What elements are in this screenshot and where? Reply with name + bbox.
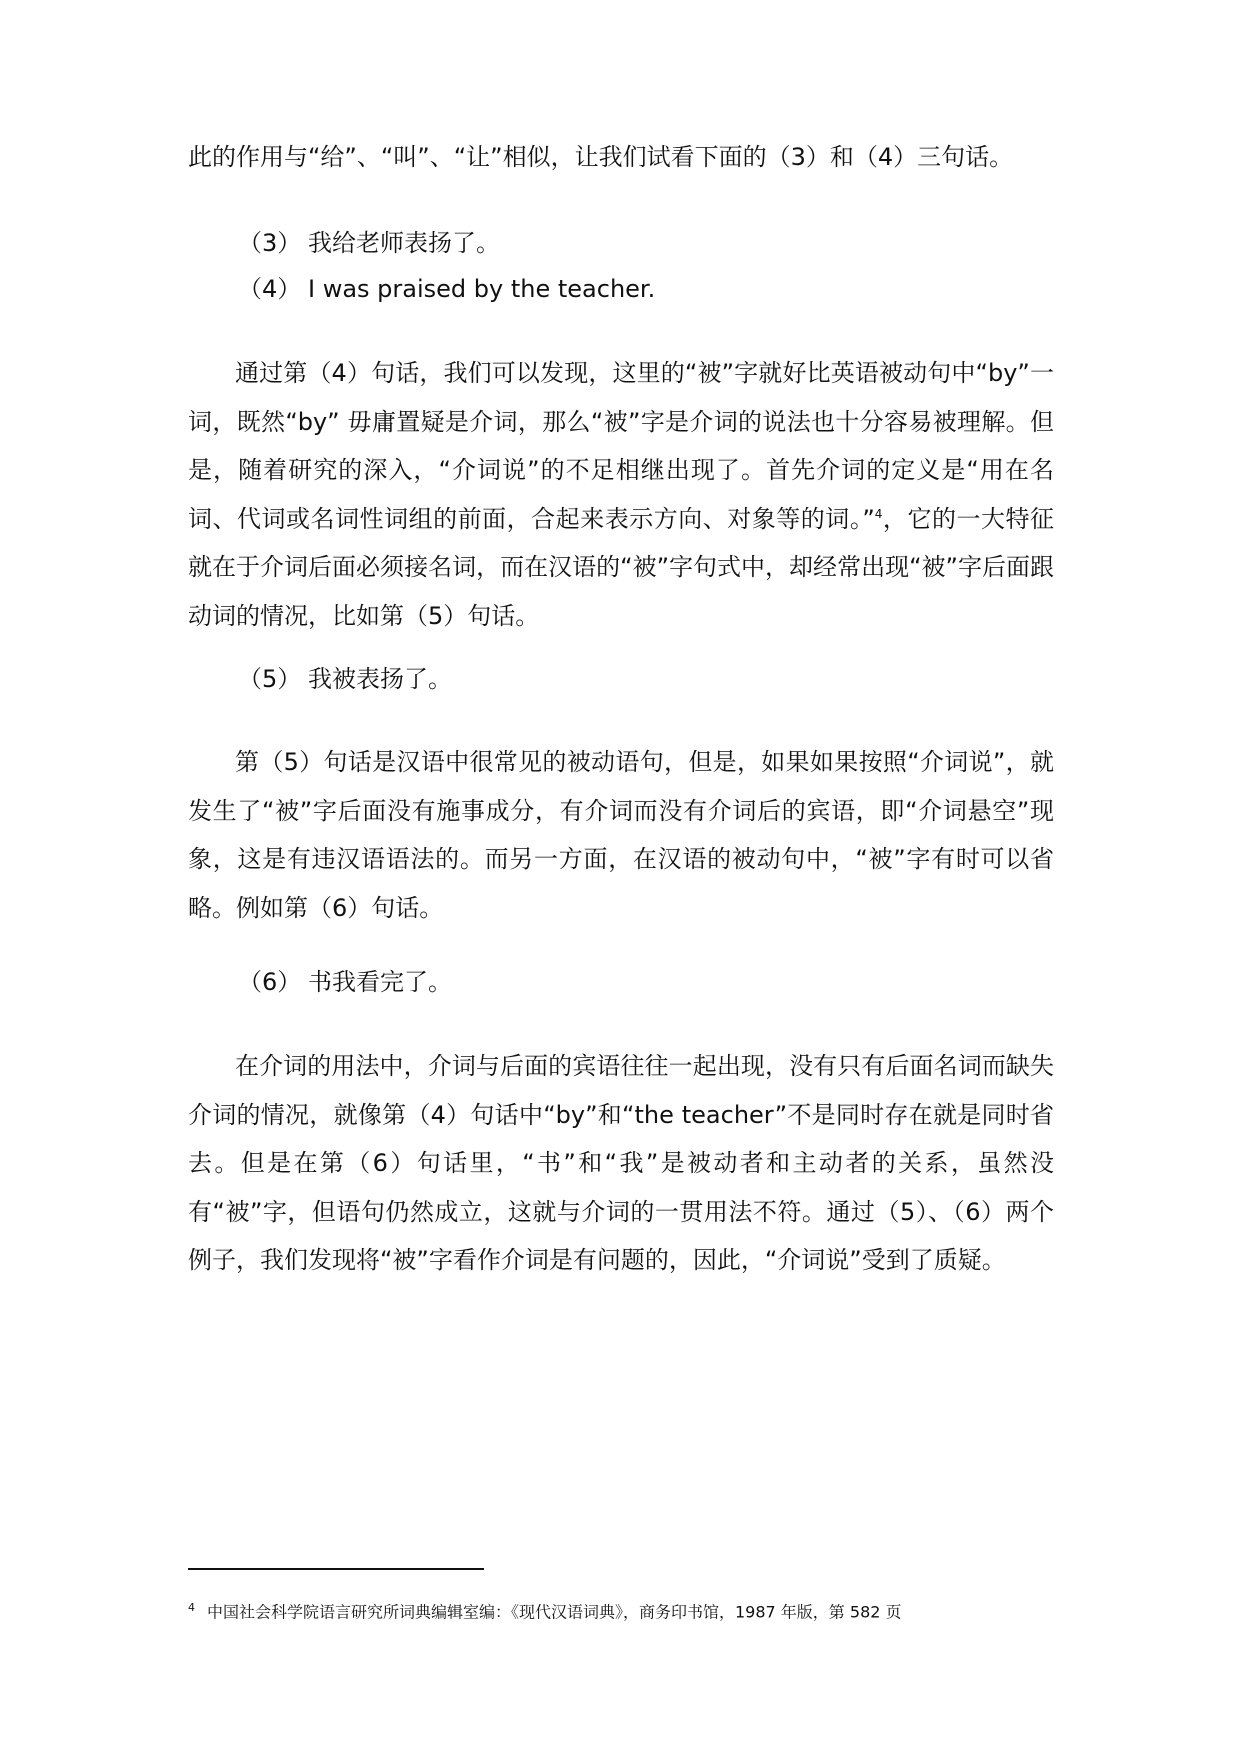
footnote-reference[interactable]: 4	[874, 506, 883, 521]
example-text: 书我看完了。	[308, 968, 452, 996]
paragraph-intro: 此的作用与“给”、“叫”、“让”相似，让我们试看下面的（3）和（4）三句话。	[188, 143, 1014, 171]
example-number: （3）	[238, 229, 302, 257]
example-3	[238, 219, 500, 267]
paragraph-prepositional-analysis	[188, 349, 1054, 640]
paragraph-text: 通过第（4）句话，我们可以发现，这里的“被”字就好比英语被动句中“by”一词，既然“by” 毋庸置疑是介词，那么“被”字是介词的说法也十分容易被理解。但是，随着研究的深入，“介词说”的不足相继出现了。首先介词的定义是“用在名词、代词或名词性词组的前面，合起来表示方向、对象等的词。”	[188, 359, 1054, 533]
example-text: 我给老师表扬了。	[308, 229, 500, 257]
footnote	[188, 1596, 902, 1624]
footnote-text: 中国社会科学院语言研究所词典编辑室编：《现代汉语词典》，商务印书馆，1987 年版，第 582 页	[207, 1602, 902, 1622]
example-number: （5）	[238, 665, 302, 693]
footnote-divider	[188, 1568, 484, 1570]
example-4	[238, 265, 655, 313]
paragraph-preposition-dangling: 第（5）句话是汉语中很常见的被动语句，但是，如果如果按照“介词说”，就发生了“被”字后面没有施事成分，有介词而没有介词后的宾语，即“介词悬空”现象，这是有违汉语语法的。而另一方面，在汉语的被动句中，“被”字有时可以省略。例如第（6）句话。	[188, 748, 1054, 922]
example-6	[238, 958, 452, 1006]
footnote-mark: 4	[188, 1601, 195, 1614]
example-text: 我被表扬了。	[308, 665, 452, 693]
example-number: （6）	[238, 968, 302, 996]
example-5	[238, 655, 452, 703]
paragraph-text: ，它的一大特征就在于介词后面必须接名词，而在汉语的“被”字句式中，却经常出现“被”字后面跟动词的情况，比如第（5）句话。	[188, 504, 1055, 630]
paragraph-conclusion: 在介词的用法中，介词与后面的宾语往往一起出现，没有只有后面名词而缺失介词的情况，就像第（4）句话中“by”和“the teacher”不是同时存在就是同时省去。但是在第（6）句话里，“书”和“我”是被动者和主动者的关系，虽然没有“被”字，但语句仍然成立，这就与介词的一贯用法不符。通过（5）、（6）两个例子，我们发现将“被”字看作介词是有问题的，因此，“介词说”受到了质疑。	[188, 1052, 1054, 1274]
example-number: （4）	[238, 275, 302, 303]
example-text: I was praised by the teacher.	[308, 275, 656, 303]
